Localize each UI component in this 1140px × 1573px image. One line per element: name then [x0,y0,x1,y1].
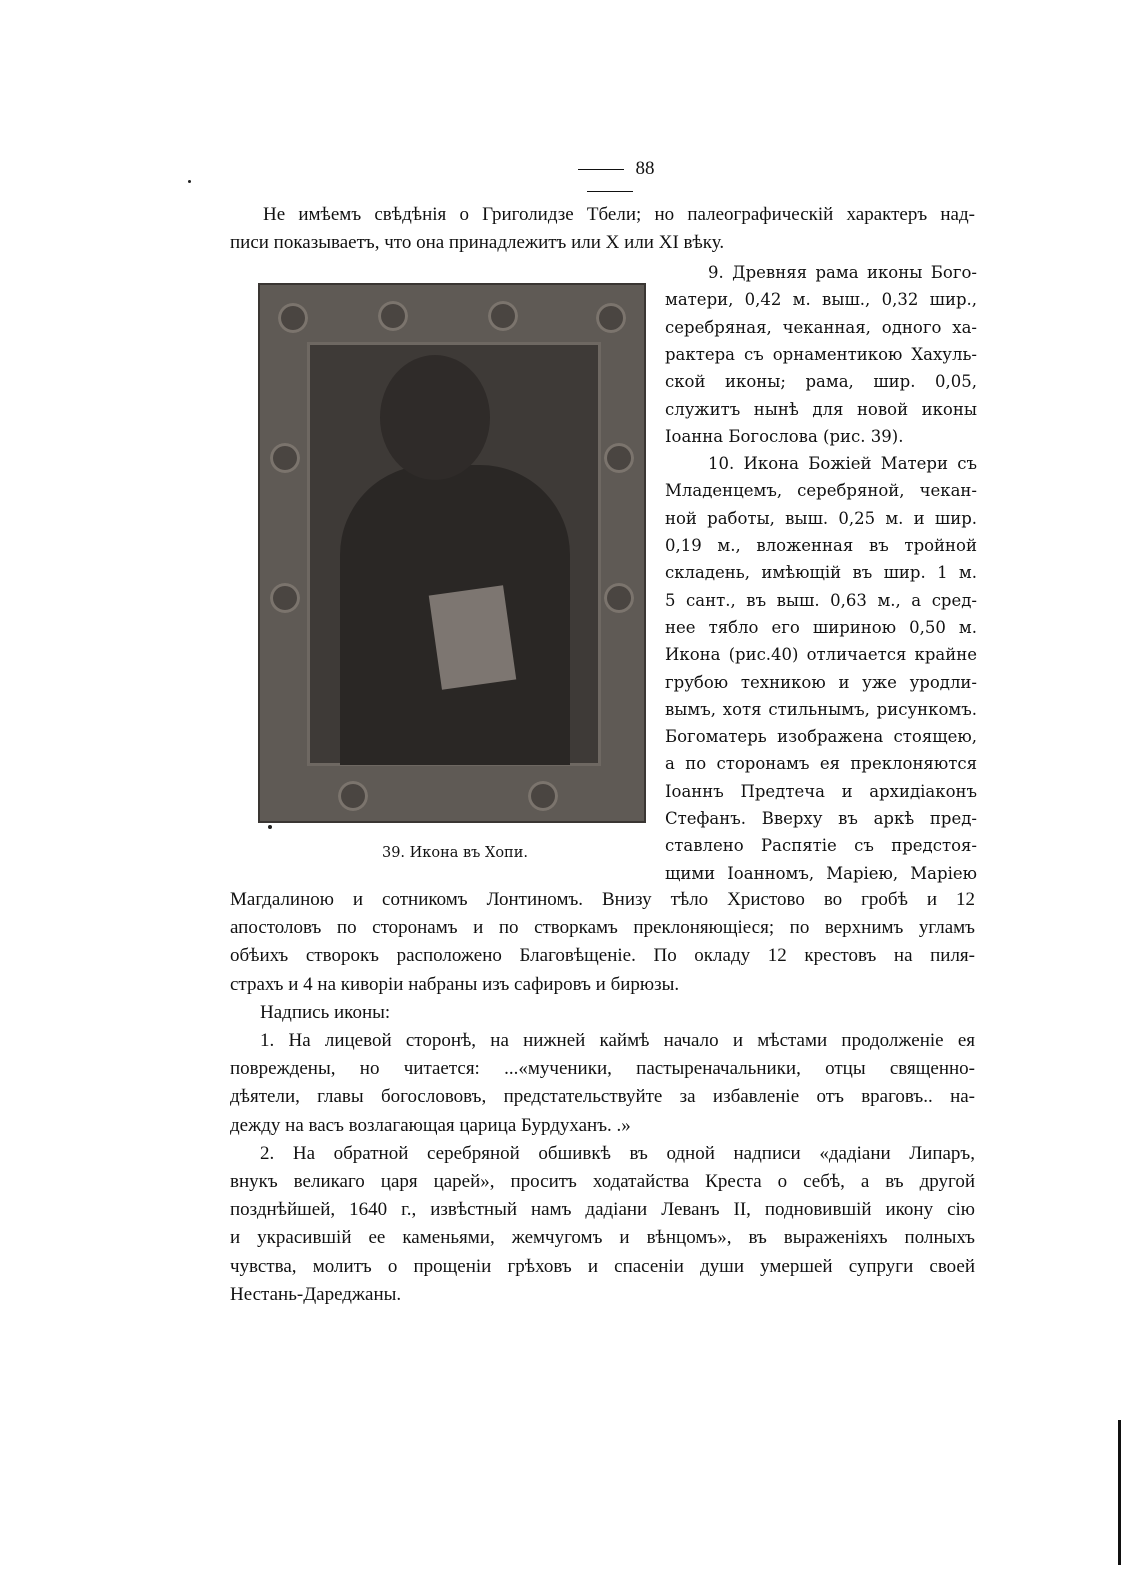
text-line: нее тябло его шириною 0,50 м. [665,617,977,637]
text-line: Богоматерь изображена стоящею, [665,727,977,747]
text-line: ной работы, выш. 0,25 м. и шир. [665,508,977,528]
text-line: Стефанъ. Вверху въ аркѣ пред- [665,809,977,828]
scan-speck [268,825,272,829]
text-line: Магдалиною и сотникомъ Лонтиномъ. Внизу тѣло Христово во гробѣ и 12 [230,889,975,910]
text-line: 1. На лицевой сторонѣ, на нижней каймѣ начало и мѣстами продолженіе ея [260,1030,975,1051]
text-line: складень, имѣющій въ шир. 1 м. [665,563,977,583]
text-line: и украсившій ее каменьями, жемчугомъ и вѣнцомъ», въ выраженіяхъ полныхъ [230,1227,975,1249]
ornament [528,781,558,811]
text-line: серебряная, чеканная, одного ха- [665,317,977,337]
text-line: страхъ и 4 на кивоpіи набраны изъ сафировъ и бирюзы. [230,973,680,995]
dash-left [578,169,624,170]
text-line: а по сторонамъ ея преклоняются [665,754,977,774]
text-line: Не имѣемъ свѣдѣнія о Григолидзе Тбели; но палеографическій характеръ над- [263,204,975,225]
text-line: Іоаннъ Предтеча и архидіаконъ [665,781,977,801]
text-line: чувства, молитъ о прощеніи грѣховъ и спасеніи души умершей супруги своей [230,1255,975,1277]
ornament [596,303,626,333]
text-line: ставлено Распятіе съ предстоя- [665,836,977,856]
ornament [270,443,300,473]
page-number [535,158,685,202]
icon-photograph [258,283,646,823]
text-line: Икона (рис.40) отличается крайне [665,645,977,665]
ornament [604,583,634,613]
ornament [488,301,518,331]
page-number-text: 88 [635,158,655,179]
text-line: 10. Икона Божіей Матери съ [708,454,977,474]
text-line: щими Іоанномъ, Маріею, Маріею [665,863,977,883]
text-line: 5 сант., въ выш. 0,63 м., а сред- [665,590,977,610]
saint-head [380,355,490,480]
text-line: грубою техникою и уже уродли- [665,672,977,692]
text-line: 2. На обратной серебряной обшивкѣ въ одной надписи «дадіани Липаръ, [260,1142,975,1164]
text-line: служитъ нынѣ для новой иконы [665,399,977,419]
text-line: ской иконы; рама, шир. 0,05, [665,372,977,392]
text-line: рактера съ орнаментикою Хахуль- [665,344,977,364]
text-line: дежду на васъ возлагающая царица Бурдуханъ. .» [230,1114,631,1136]
text-line: повреждены, но читается: ...«мученики, пастыреначальники, отцы священно- [230,1058,975,1080]
ornament [338,781,368,811]
icon-panel [310,345,598,763]
text-line: Надпись иконы: [260,1001,391,1023]
text-line: матери, 0,42 м. выш., 0,32 шир., [665,290,977,310]
text-line: Іоанна Богослова (рис. 39). [665,426,904,446]
text-line: Нестань-Дареджаны. [230,1283,402,1305]
text-line: дѣятели, главы богослововъ, предстательствуйте за избавленіе отъ враговъ.. на- [230,1086,975,1108]
ornament [278,303,308,333]
ornament [378,301,408,331]
text-line: 9. Древняя рама иконы Бого- [708,263,977,282]
text-line: обѣихъ створокъ расположено Благовѣщеніе. По окладу 12 крестовъ на пиля- [230,945,975,967]
scan-edge-mark [1118,1420,1121,1565]
open-book [429,585,516,690]
text-line: внукъ великаго царя царей», проситъ ходатайства Креста о себѣ, а въ другой [230,1171,975,1192]
ornament [604,443,634,473]
text-line: позднѣйшей, 1640 г., извѣстный намъ дадіани Леванъ II, подновившій икону сію [230,1199,975,1221]
dash-right [587,191,633,192]
figure-caption: 39. Икона въ Хопи. [381,845,528,861]
text-line: писи показываетъ, что она принадлежитъ или X или XI вѣку. [230,232,725,253]
text-line: Младенцемъ, серебряной, чекан- [665,481,977,501]
text-line: 0,19 м., вложенная въ тройной [665,536,977,555]
ornament [270,583,300,613]
text-line: вымъ, хотя стильнымъ, рисункомъ. [665,699,977,719]
text-line: апостоловъ по сторонамъ и по створкамъ преклоняющіеся; по верхнимъ угламъ [230,917,975,939]
scan-speck [188,180,191,183]
